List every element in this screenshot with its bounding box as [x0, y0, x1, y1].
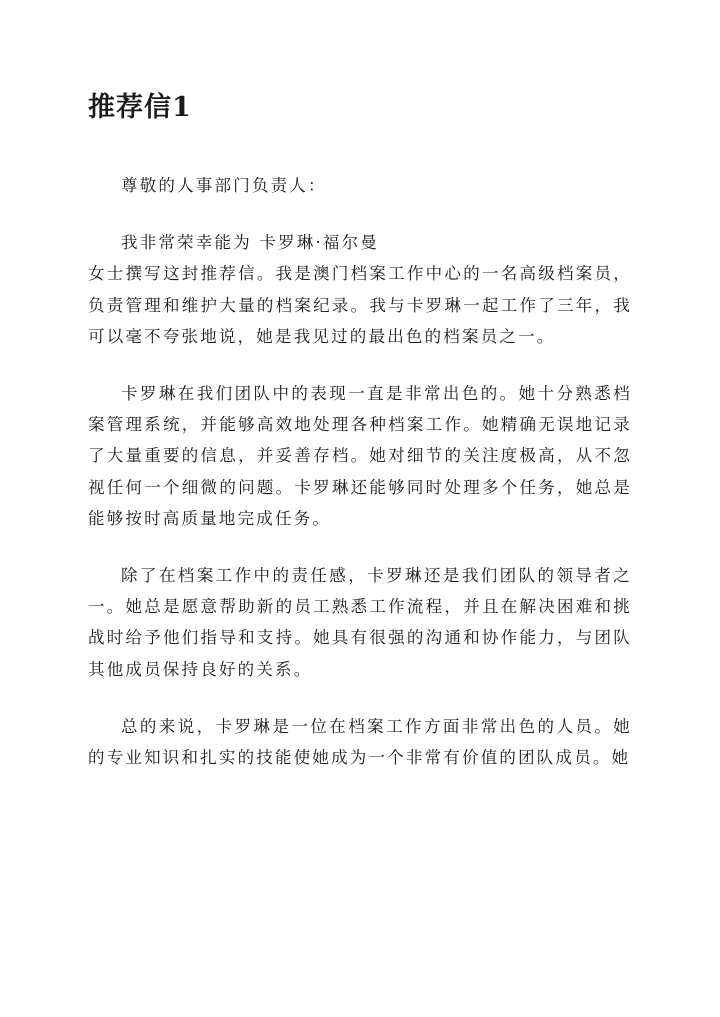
body-paragraph-performance: 卡罗琳在我们团队中的表现一直是非常出色的。她十分熟悉档案管理系统，并能够高效地处理各种档案工作。她精确无误地记录了大量重要的信息，并妥善存档。她对细节的关注度极高，从不忽视任何一个细微的问题。卡罗琳还能够同时处理多个任务，她总是能够按时高质量地完成任务。 [88, 384, 632, 528]
letter-body [88, 170, 632, 799]
body-paragraph-leadership: 除了在档案工作中的责任感，卡罗琳还是我们团队的领导者之一。她总是愿意帮助新的员工熟悉工作流程，并且在解决困难和挑战时给予他们指导和支持。她具有很强的沟通和协作能力，与团队其他成员保持良好的关系。 [88, 566, 632, 679]
body-paragraph-summary: 总的来说，卡罗琳是一位在档案工作方面非常出色的人员。她的专业知识和扎实的技能使她成为一个非常有价值的团队成员。她 [88, 716, 632, 768]
intro-paragraph-body: 女士撰写这封推荐信。我是澳门档案工作中心的一名高级档案员，负责管理和维护大量的档案纪录。我与卡罗琳一起工作了三年，我可以毫不夸张地说，她是我见过的最出色的档案员之一。 [88, 264, 632, 346]
intro-paragraph-lead: 我非常荣幸能为 卡罗琳·福尔曼 [121, 233, 379, 253]
salutation: 尊敬的人事部门负责人： [121, 176, 327, 195]
document-title: 推荐信1 [88, 92, 192, 123]
